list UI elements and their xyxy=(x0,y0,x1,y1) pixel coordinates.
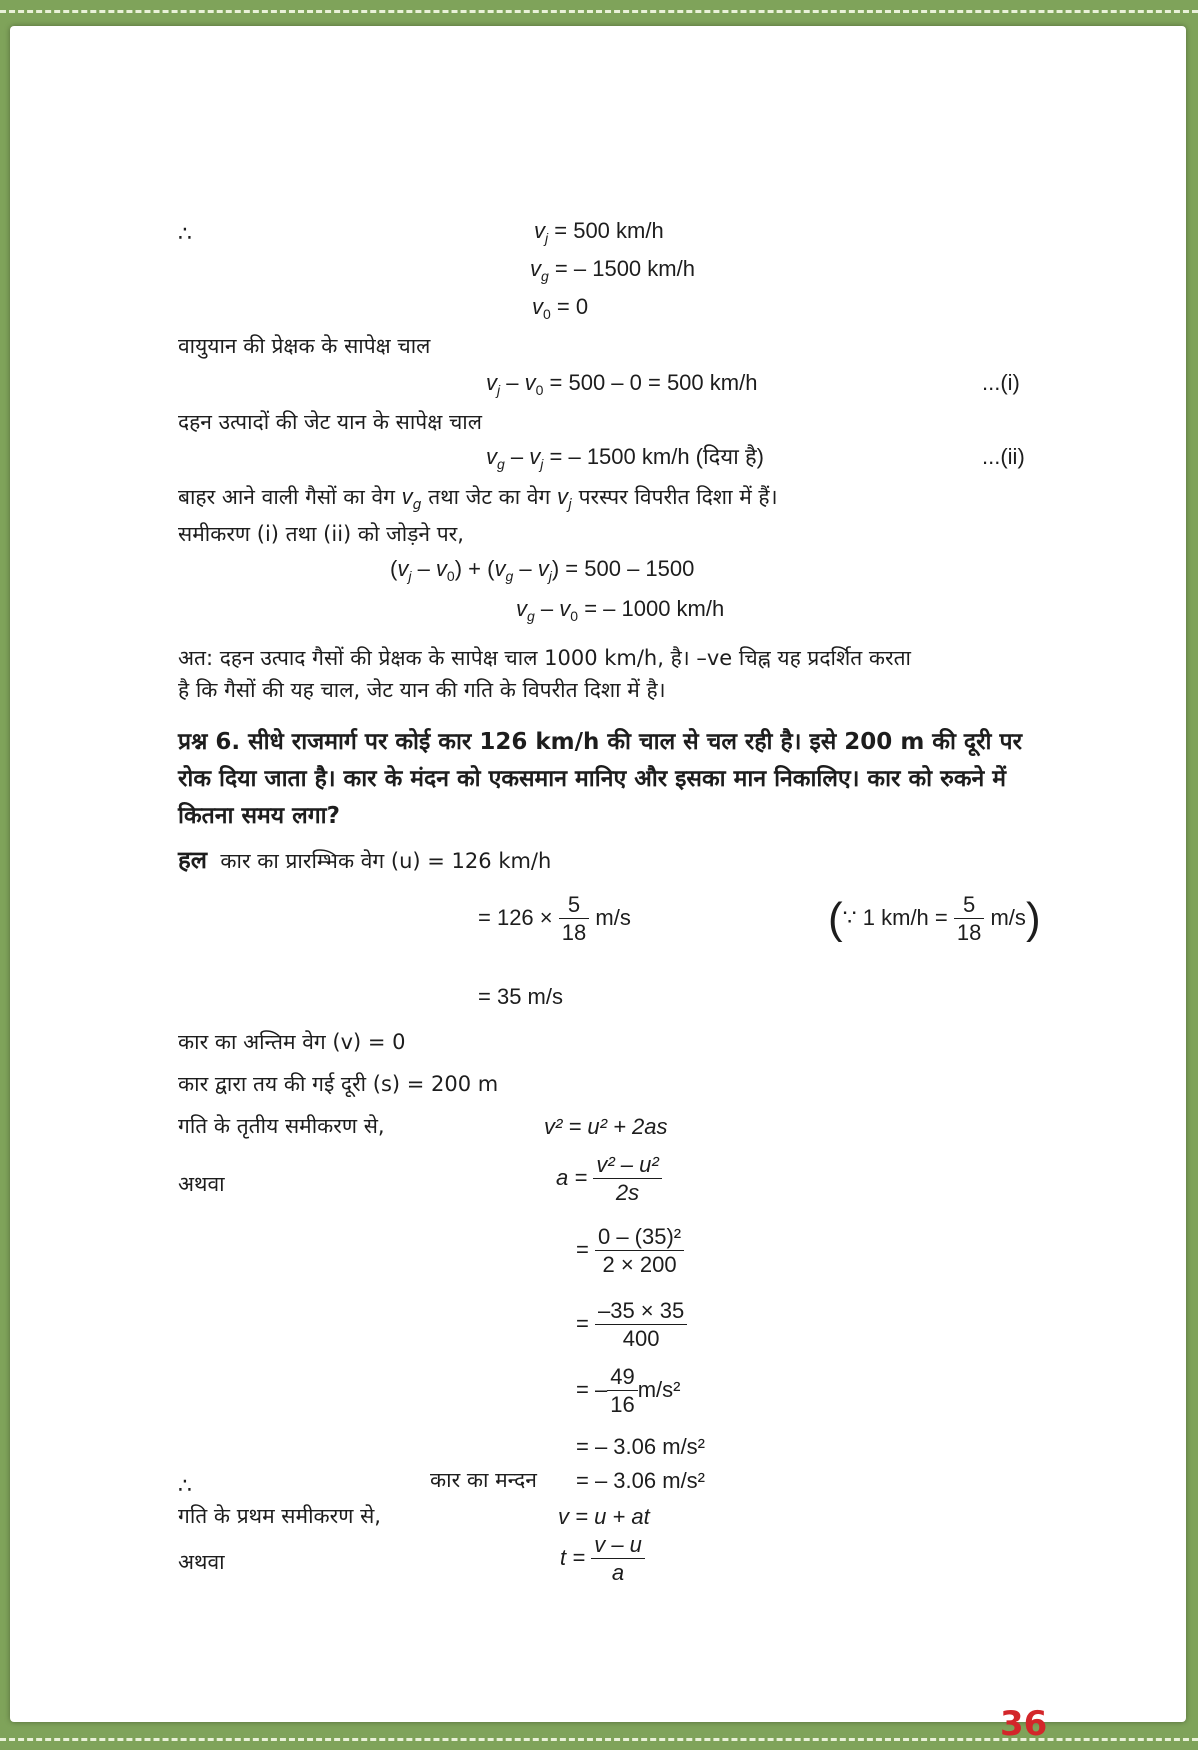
eq-1: $v_j - v_0 = 500 - 0 = 500$ km/h xyxy=(486,370,758,398)
top-dashed-border xyxy=(0,10,1198,13)
page-number: 36 xyxy=(1000,1704,1048,1744)
athva-1: अथवा xyxy=(178,1172,225,1196)
eq-conversion-result: = 35 m/s xyxy=(478,984,563,1009)
eq-sum: $(v_j - v_0) + (v_g - v_j) = 500 - 1500$ xyxy=(390,556,695,584)
first-equation-text: गति के प्रथम समीकरण से, xyxy=(178,1504,381,1528)
solution-label: हल xyxy=(178,846,208,874)
eq-result: $v_g - v_0$ = – 1000 km/h xyxy=(516,596,725,624)
eq-v0: $v_0 = 0$ xyxy=(532,294,589,322)
retardation-text: कार का मन्दन xyxy=(430,1468,537,1492)
note-conversion: (∵ 1 km/h = $\frac{5}{18}$ m/s) xyxy=(828,892,1041,945)
eq-t: t = $\frac{v - u}{a}$ xyxy=(560,1534,645,1584)
question-label: प्रश्न 6. xyxy=(178,729,241,755)
therefore-symbol: ∴ xyxy=(178,222,192,247)
eq-vg: $v_g$ = – 1500 km/h xyxy=(530,256,695,284)
eq-vj: $v_j = 500$ km/h xyxy=(534,218,664,246)
text-add-equations: समीकरण (i) तथा (ii) को जोड़ने पर, xyxy=(178,522,464,546)
athva-2: अथवा xyxy=(178,1550,225,1574)
page xyxy=(10,26,1186,1744)
eq-1-tag: ...(i) xyxy=(982,370,1020,395)
first-equation: v = u + at xyxy=(558,1504,650,1529)
text-gases-direction: बाहर आने वाली गैसों का वेग $v_g$ तथा जेट का वेग $v_j$ परस्पर विपरीत दिशा में हैं। xyxy=(178,484,778,513)
step-2: = $\frac{-35 \times 35}{400}$ xyxy=(576,1300,687,1350)
text-rel-speed-plane: वायुयान की प्रेक्षक के सापेक्ष चाल xyxy=(178,334,431,358)
question-text: सीधे राजमार्ग पर कोई कार 126 km/h की चाल से चल रही है। इसे 200 m की दूरी पर रोक दिया जाता है। कार के मंदन को एकसमान मानिए और इसका मान निकालिए। कार को रुकने में कितना समय लगा? xyxy=(178,729,1022,829)
eq-a: a = $\frac{\text{v² – u²}}{2s}$ xyxy=(556,1154,662,1204)
conclusion-line-1: अत: दहन उत्पाद गैसों की प्रेक्षक के सापेक्ष चाल 1000 km/h, है। –ve चिह्न यह प्रदर्शित करता xyxy=(178,646,911,670)
third-equation-text: गति के तृतीय समीकरण से, xyxy=(178,1114,385,1138)
eq-2: $v_g - v_j$ = – 1500 km/h (दिया है) xyxy=(486,444,764,472)
step-1: = $\frac{\text{0 – (35)²}}{2 \times 200}$ xyxy=(576,1226,684,1276)
eq-2-tag: ...(ii) xyxy=(982,444,1025,469)
eq-conversion: = 126 × $\frac{5}{18}$ m/s xyxy=(478,892,631,945)
final-velocity: कार का अन्तिम वेग (v) = 0 xyxy=(178,1030,406,1054)
text-rel-speed-products: दहन उत्पादों की जेट यान के सापेक्ष चाल xyxy=(178,410,482,434)
step-4: = – 3.06 m/s² xyxy=(576,1434,706,1459)
conclusion-line-2: है कि गैसों की यह चाल, जेट यान की गति के विपरीत दिशा में है। xyxy=(178,678,666,702)
retardation-value: = – 3.06 m/s² xyxy=(576,1468,706,1493)
question-6 xyxy=(178,724,1048,835)
third-equation: v² = u² + 2as xyxy=(544,1114,668,1139)
distance: कार द्वारा तय की गई दूरी (s) = 200 m xyxy=(178,1072,499,1096)
solution-initial-velocity: हल कार का प्रारम्भिक वेग (u) = 126 km/h xyxy=(178,846,552,874)
step-3: = – $\frac{49}{16}$ m/s² xyxy=(576,1364,681,1417)
therefore-symbol-2: ∴ xyxy=(178,1474,192,1499)
